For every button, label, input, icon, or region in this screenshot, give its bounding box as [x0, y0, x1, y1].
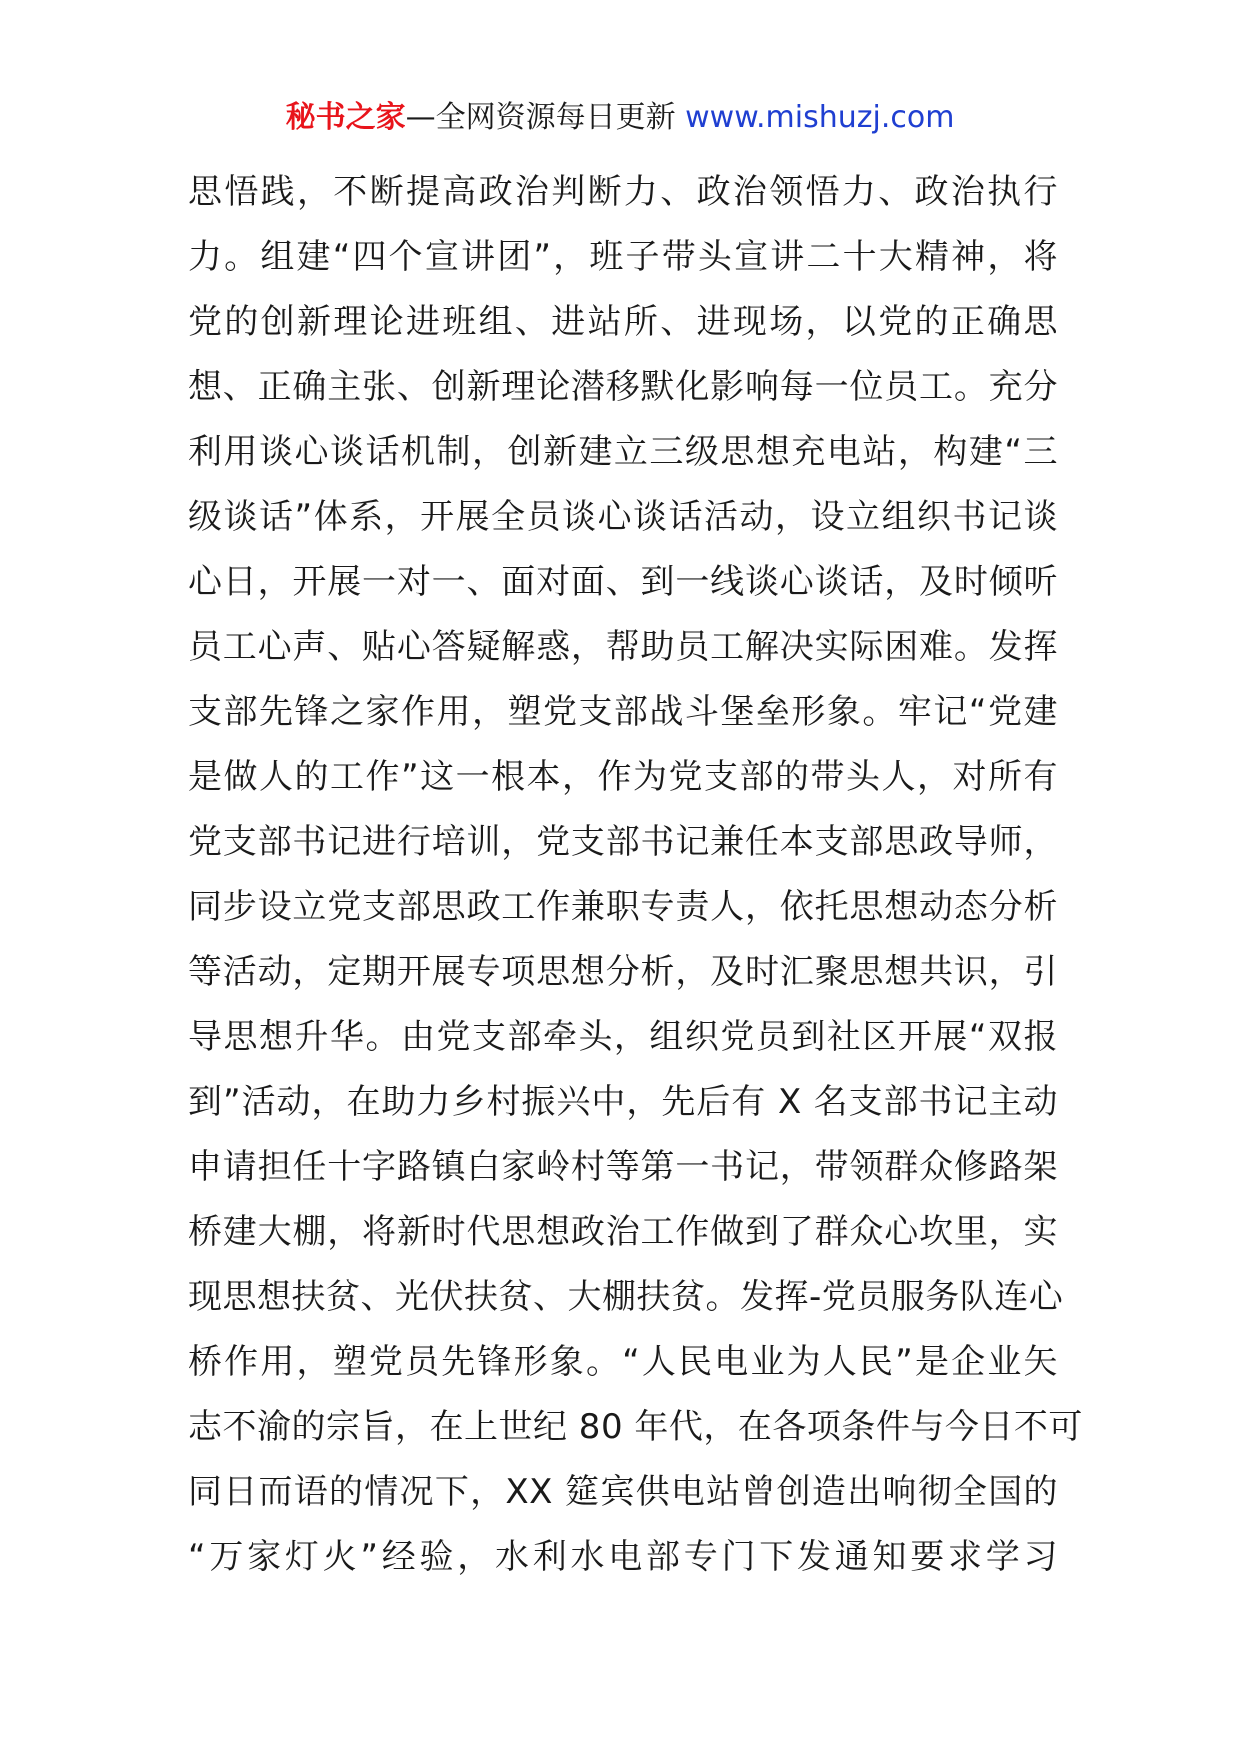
text-line: 同步设立党支部思政工作兼职专责人，依托思想动态分析	[188, 887, 1058, 927]
text-line: 等活动，定期开展专项思想分析，及时汇聚思想共识，引	[188, 952, 1058, 992]
text-line: 现思想扶贫、光伏扶贫、大棚扶贫。发挥-党员服务队连心	[188, 1277, 1064, 1317]
text-line: 思悟践，不断提高政治判断力、政治领悟力、政治执行	[188, 172, 1058, 212]
text-line: 桥作用，塑党员先锋形象。“人民电业为人民”是企业矢	[188, 1342, 1058, 1382]
text-line: 党支部书记进行培训，党支部书记兼任本支部思政导师，	[188, 822, 1058, 862]
text-line: 党的创新理论进班组、进站所、进现场，以党的正确思	[188, 302, 1058, 342]
text-line: 支部先锋之家作用，塑党支部战斗堡垒形象。牢记“党建	[188, 692, 1058, 732]
text-line: 想、正确主张、创新理论潜移默化影响每一位员工。充分	[188, 367, 1058, 407]
text-line: 级谈话”体系，开展全员谈心谈话活动，设立组织书记谈	[188, 497, 1058, 537]
text-line: 利用谈心谈话机制，创新建立三级思想充电站，构建“三	[188, 432, 1058, 472]
text-line: 同日而语的情况下，XX 筵宾供电站曾创造出响彻全国的	[188, 1472, 1058, 1512]
text-line: 志不渝的宗旨，在上世纪 80 年代，在各项条件与今日不可	[188, 1407, 1083, 1447]
text-line: 是做人的工作”这一根本，作为党支部的带头人，对所有	[188, 757, 1058, 797]
document-body	[188, 160, 1083, 1590]
header-url-link[interactable]: www.mishuzj.com	[685, 100, 955, 135]
text-line: 到”活动，在助力乡村振兴中，先后有 X 名支部书记主动	[188, 1082, 1058, 1122]
text-line: 申请担任十字路镇白家岭村等第一书记，带领群众修路架	[188, 1147, 1058, 1187]
text-line: “万家灯火”经验，水利水电部专门下发通知要求学习	[188, 1537, 1058, 1577]
header-brand: 秘书之家	[285, 100, 406, 135]
text-line: 员工心声、贴心答疑解惑，帮助员工解决实际困难。发挥	[188, 627, 1058, 667]
text-line: 心日，开展一对一、面对面、到一线谈心谈话，及时倾听	[188, 562, 1058, 602]
text-line: 力。组建“四个宣讲团”，班子带头宣讲二十大精神，将	[188, 237, 1058, 277]
header-slogan: —全网资源每日更新	[405, 100, 676, 135]
text-line: 桥建大棚，将新时代思想政治工作做到了群众心坎里，实	[188, 1212, 1058, 1252]
page-header	[0, 98, 1240, 138]
text-line: 导思想升华。由党支部牵头，组织党员到社区开展“双报	[188, 1017, 1058, 1057]
